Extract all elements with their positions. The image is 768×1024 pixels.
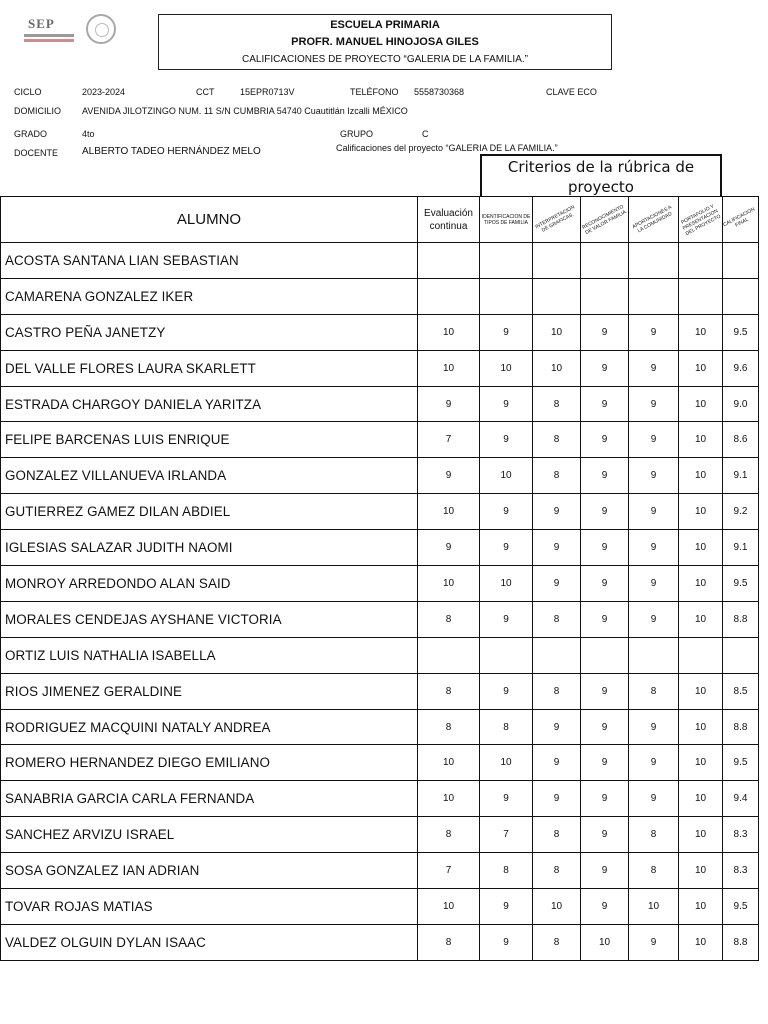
interpretacion-score: 9 <box>533 781 581 817</box>
reconocimiento-score: 9 <box>581 314 629 350</box>
student-name: TOVAR ROJAS MATIAS <box>1 889 418 925</box>
interpretacion-score: 9 <box>533 494 581 530</box>
final-grade: 9.1 <box>723 530 759 566</box>
evaluacion-score: 8 <box>418 817 480 853</box>
reconocimiento-score: 9 <box>581 889 629 925</box>
portafolio-score: 10 <box>679 889 723 925</box>
student-name: IGLESIAS SALAZAR JUDITH NAOMI <box>1 530 418 566</box>
identificacion-score <box>480 278 533 314</box>
reconocimiento-score: 9 <box>581 494 629 530</box>
portafolio-score: 10 <box>679 745 723 781</box>
portafolio-score: 10 <box>679 530 723 566</box>
evaluacion-score <box>418 637 480 673</box>
final-grade <box>723 243 759 279</box>
reconocimiento-score <box>581 243 629 279</box>
portafolio-score: 10 <box>679 386 723 422</box>
aportaciones-score: 9 <box>629 494 679 530</box>
column-portafolio <box>679 197 723 243</box>
portafolio-score: 10 <box>679 422 723 458</box>
student-name: MONROY ARREDONDO ALAN SAID <box>1 566 418 602</box>
student-name: ACOSTA SANTANA LIAN SEBASTIAN <box>1 243 418 279</box>
reconocimiento-score: 9 <box>581 601 629 637</box>
docente-value: ALBERTO TADEO HERNÁNDEZ MELO <box>82 146 261 157</box>
docente-label: DOCENTE <box>14 148 59 158</box>
interpretacion-score: 8 <box>533 386 581 422</box>
student-name: FELIPE BARCENAS LUIS ENRIQUE <box>1 422 418 458</box>
reconocimiento-score: 9 <box>581 709 629 745</box>
final-grade: 9.0 <box>723 386 759 422</box>
portafolio-score: 10 <box>679 314 723 350</box>
portafolio-score: 10 <box>679 673 723 709</box>
identificacion-score <box>480 243 533 279</box>
final-grade: 9.2 <box>723 494 759 530</box>
column-final <box>723 197 759 243</box>
student-name: VALDEZ OLGUIN DYLAN ISAAC <box>1 924 418 960</box>
final-grade: 9.6 <box>723 350 759 386</box>
aportaciones-score: 9 <box>629 781 679 817</box>
sep-logo-text: SEP <box>28 16 55 31</box>
student-name: ORTIZ LUIS NATHALIA ISABELLA <box>1 637 418 673</box>
aportaciones-score: 8 <box>629 853 679 889</box>
student-name: SOSA GONZALEZ IAN ADRIAN <box>1 853 418 889</box>
final-grade: 8.6 <box>723 422 759 458</box>
interpretacion-score <box>533 243 581 279</box>
reconocimiento-score: 10 <box>581 924 629 960</box>
table-row <box>1 889 759 925</box>
identificacion-score: 9 <box>480 601 533 637</box>
identificacion-score: 9 <box>480 494 533 530</box>
interpretacion-score: 8 <box>533 817 581 853</box>
column-aportaciones-label: APORTACIONES A LA COMUNIDAD <box>631 203 674 234</box>
evaluacion-score <box>418 243 480 279</box>
portafolio-score: 10 <box>679 566 723 602</box>
table-row <box>1 314 759 350</box>
aportaciones-score <box>629 243 679 279</box>
grades-table <box>0 196 759 961</box>
interpretacion-score: 8 <box>533 853 581 889</box>
student-name: RIOS JIMENEZ GERALDINE <box>1 673 418 709</box>
evaluacion-score: 10 <box>418 350 480 386</box>
interpretacion-score: 8 <box>533 924 581 960</box>
cct-label: CCT <box>196 87 215 97</box>
evaluacion-score: 10 <box>418 566 480 602</box>
portafolio-score <box>679 243 723 279</box>
aportaciones-score: 9 <box>629 314 679 350</box>
column-reconocimiento-label: RECONOCIMIENTO DE VALOR FAMILIA <box>581 203 628 236</box>
sep-logo-subbar <box>24 39 74 42</box>
reconocimiento-score: 9 <box>581 781 629 817</box>
column-final-label: CALIFICACION FINAL <box>722 205 756 229</box>
student-name: GUTIERREZ GAMEZ DILAN ABDIEL <box>1 494 418 530</box>
sep-logo <box>10 12 120 46</box>
reconocimiento-score: 9 <box>581 458 629 494</box>
student-name: SANABRIA GARCIA CARLA FERNANDA <box>1 781 418 817</box>
identificacion-score: 8 <box>480 709 533 745</box>
grupo-value: C <box>422 129 429 139</box>
reconocimiento-score <box>581 637 629 673</box>
table-row <box>1 530 759 566</box>
student-name: MORALES CENDEJAS AYSHANE VICTORIA <box>1 601 418 637</box>
reconocimiento-score <box>581 278 629 314</box>
final-grade: 9.5 <box>723 314 759 350</box>
portafolio-score <box>679 637 723 673</box>
ciclo-value: 2023-2024 <box>82 87 126 97</box>
evaluacion-score: 8 <box>418 924 480 960</box>
aportaciones-score: 8 <box>629 673 679 709</box>
interpretacion-score: 8 <box>533 673 581 709</box>
reconocimiento-score: 9 <box>581 853 629 889</box>
evaluacion-score <box>418 278 480 314</box>
criteria-title: Criterios de la rúbrica de proyecto <box>480 154 722 196</box>
evaluacion-score: 9 <box>418 458 480 494</box>
aportaciones-score: 9 <box>629 530 679 566</box>
telefono-value: 5558730368 <box>414 87 465 97</box>
final-grade <box>723 278 759 314</box>
evaluacion-score: 10 <box>418 781 480 817</box>
identificacion-score: 9 <box>480 673 533 709</box>
sep-logo-bar <box>24 34 74 37</box>
interpretacion-score: 10 <box>533 350 581 386</box>
final-grade: 8.8 <box>723 709 759 745</box>
portafolio-score: 10 <box>679 601 723 637</box>
project-note: Calificaciones del proyecto “GALERIA DE LA FAMILIA.” <box>336 143 558 153</box>
aportaciones-score: 9 <box>629 458 679 494</box>
interpretacion-score: 8 <box>533 458 581 494</box>
evaluacion-score: 10 <box>418 314 480 350</box>
table-row <box>1 709 759 745</box>
column-evaluacion: Evaluación continua <box>418 197 480 243</box>
reconocimiento-score: 9 <box>581 817 629 853</box>
table-row <box>1 817 759 853</box>
portafolio-score: 10 <box>679 458 723 494</box>
aportaciones-score: 9 <box>629 601 679 637</box>
column-portafolio-label: PORTAFOLIO Y PRESENTACION DEL PROYECTO <box>680 203 722 237</box>
identificacion-score: 10 <box>480 350 533 386</box>
identificacion-score <box>480 637 533 673</box>
final-grade: 9.4 <box>723 781 759 817</box>
national-seal-icon <box>86 14 116 44</box>
domicilio-label: DOMICILIO <box>14 106 62 116</box>
identificacion-score: 9 <box>480 422 533 458</box>
identificacion-score: 8 <box>480 853 533 889</box>
aportaciones-score: 9 <box>629 924 679 960</box>
identificacion-score: 9 <box>480 386 533 422</box>
school-name: PROFR. MANUEL HINOJOSA GILES <box>291 36 479 48</box>
final-grade: 9.5 <box>723 745 759 781</box>
final-grade: 8.5 <box>723 673 759 709</box>
column-interpretacion-label: INTERPRETACION DE GRAFICAS. <box>534 203 576 234</box>
table-row <box>1 853 759 889</box>
evaluacion-score: 7 <box>418 853 480 889</box>
table-row <box>1 637 759 673</box>
table-row <box>1 566 759 602</box>
interpretacion-score: 9 <box>533 566 581 602</box>
column-interpretacion <box>533 197 581 243</box>
portafolio-score: 10 <box>679 781 723 817</box>
table-row <box>1 494 759 530</box>
telefono-label: TELÉFONO <box>350 87 399 97</box>
table-row <box>1 781 759 817</box>
identificacion-score: 10 <box>480 458 533 494</box>
clave-label: CLAVE ECO <box>546 87 597 97</box>
evaluacion-score: 7 <box>418 422 480 458</box>
interpretacion-score: 10 <box>533 314 581 350</box>
reconocimiento-score: 9 <box>581 422 629 458</box>
table-header-row <box>1 197 759 243</box>
portafolio-score: 10 <box>679 817 723 853</box>
table-row <box>1 673 759 709</box>
reconocimiento-score: 9 <box>581 386 629 422</box>
interpretacion-score: 10 <box>533 889 581 925</box>
aportaciones-score: 9 <box>629 386 679 422</box>
portafolio-score <box>679 278 723 314</box>
interpretacion-score: 9 <box>533 709 581 745</box>
portafolio-score: 10 <box>679 709 723 745</box>
column-aportaciones <box>629 197 679 243</box>
portafolio-score: 10 <box>679 350 723 386</box>
evaluacion-score: 10 <box>418 889 480 925</box>
grupo-label: GRUPO <box>340 129 374 139</box>
final-grade: 8.8 <box>723 924 759 960</box>
aportaciones-score: 8 <box>629 817 679 853</box>
student-name: RODRIGUEZ MACQUINI NATALY ANDREA <box>1 709 418 745</box>
final-grade: 8.8 <box>723 601 759 637</box>
evaluacion-score: 9 <box>418 530 480 566</box>
school-header <box>158 14 612 70</box>
table-row <box>1 243 759 279</box>
aportaciones-score <box>629 637 679 673</box>
interpretacion-score: 8 <box>533 601 581 637</box>
student-name: ROMERO HERNANDEZ DIEGO EMILIANO <box>1 745 418 781</box>
final-grade <box>723 637 759 673</box>
interpretacion-score: 9 <box>533 530 581 566</box>
grado-label: GRADO <box>14 129 48 139</box>
identificacion-score: 10 <box>480 566 533 602</box>
final-grade: 8.3 <box>723 853 759 889</box>
identificacion-score: 7 <box>480 817 533 853</box>
aportaciones-score: 10 <box>629 889 679 925</box>
reconocimiento-score: 9 <box>581 350 629 386</box>
interpretacion-score <box>533 278 581 314</box>
table-row <box>1 458 759 494</box>
evaluacion-score: 8 <box>418 673 480 709</box>
final-grade: 9.1 <box>723 458 759 494</box>
table-row <box>1 350 759 386</box>
domicilio-value: AVENIDA JILOTZINGO NUM. 11 S/N CUMBRIA 54740 Cuautitlán Izcalli MÉXICO <box>82 106 408 116</box>
document-subtitle: CALIFICACIONES DE PROYECTO “GALERIA DE LA FAMILIA.” <box>241 54 528 65</box>
identificacion-score: 9 <box>480 924 533 960</box>
aportaciones-score: 9 <box>629 745 679 781</box>
evaluacion-score: 10 <box>418 494 480 530</box>
aportaciones-score: 9 <box>629 422 679 458</box>
ciclo-label: CICLO <box>14 87 42 97</box>
table-row <box>1 386 759 422</box>
portafolio-score: 10 <box>679 853 723 889</box>
column-reconocimiento <box>581 197 629 243</box>
column-identificacion: IDENTIFICACION DE TIPOS DE FAMILIA <box>480 197 533 243</box>
identificacion-score: 10 <box>480 745 533 781</box>
reconocimiento-score: 9 <box>581 745 629 781</box>
table-row <box>1 924 759 960</box>
identificacion-score: 9 <box>480 889 533 925</box>
final-grade: 9.5 <box>723 566 759 602</box>
grado-value: 4to <box>82 129 95 139</box>
school-type: ESCUELA PRIMARIA <box>330 19 440 31</box>
student-name: ESTRADA CHARGOY DANIELA YARITZA <box>1 386 418 422</box>
final-grade: 9.5 <box>723 889 759 925</box>
aportaciones-score: 9 <box>629 350 679 386</box>
aportaciones-score: 9 <box>629 566 679 602</box>
interpretacion-score: 9 <box>533 745 581 781</box>
interpretacion-score: 8 <box>533 422 581 458</box>
student-name: GONZALEZ VILLANUEVA IRLANDA <box>1 458 418 494</box>
identificacion-score: 9 <box>480 781 533 817</box>
portafolio-score: 10 <box>679 494 723 530</box>
student-name: CASTRO PEÑA JANETZY <box>1 314 418 350</box>
identificacion-score: 9 <box>480 530 533 566</box>
student-name: CAMARENA GONZALEZ IKER <box>1 278 418 314</box>
identificacion-score: 9 <box>480 314 533 350</box>
portafolio-score: 10 <box>679 924 723 960</box>
aportaciones-score <box>629 278 679 314</box>
evaluacion-score: 8 <box>418 601 480 637</box>
table-row <box>1 745 759 781</box>
evaluacion-score: 10 <box>418 745 480 781</box>
table-row <box>1 601 759 637</box>
table-row <box>1 422 759 458</box>
cct-value: 15EPR0713V <box>240 87 295 97</box>
evaluacion-score: 9 <box>418 386 480 422</box>
aportaciones-score: 9 <box>629 709 679 745</box>
reconocimiento-score: 9 <box>581 530 629 566</box>
student-name: DEL VALLE FLORES LAURA SKARLETT <box>1 350 418 386</box>
evaluacion-score: 8 <box>418 709 480 745</box>
student-name: SANCHEZ ARVIZU ISRAEL <box>1 817 418 853</box>
final-grade: 8.3 <box>723 817 759 853</box>
column-alumno: ALUMNO <box>1 197 418 243</box>
table-row <box>1 278 759 314</box>
reconocimiento-score: 9 <box>581 673 629 709</box>
reconocimiento-score: 9 <box>581 566 629 602</box>
interpretacion-score <box>533 637 581 673</box>
